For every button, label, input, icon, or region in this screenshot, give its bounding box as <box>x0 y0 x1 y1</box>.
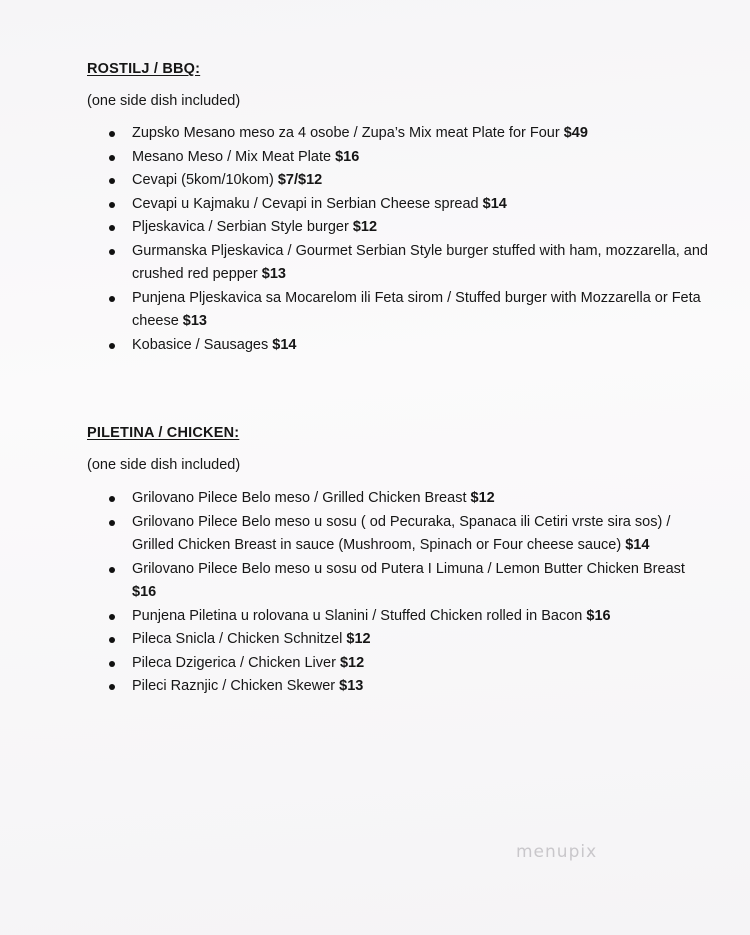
list-item: Gurmanska Pljeskavica / Gourmet Serbian Style burger stuffed with ham, mozzarella, and crushed red pepper $13 <box>108 240 708 287</box>
list-item: Kobasice / Sausages $14 <box>108 334 708 358</box>
list-item: Pileca Dzigerica / Chicken Liver $12 <box>108 652 708 676</box>
list-item: Zupsko Mesano meso za 4 osobe / Zupa’s Mix meat Plate for Four $49 <box>108 122 708 146</box>
section-note-chicken: (one side dish included) <box>87 457 241 473</box>
list-item: Grilovano Pilece Belo meso u sosu od Putera I Limuna / Lemon Butter Chicken Breast $16 <box>108 558 708 605</box>
watermark: menupix <box>516 842 598 862</box>
bullet-icon <box>109 225 115 231</box>
bullet-icon <box>109 661 115 667</box>
list-item: Pileca Snicla / Chicken Schnitzel $12 <box>108 628 708 652</box>
bullet-icon <box>109 249 115 255</box>
bullet-icon <box>109 131 115 137</box>
list-item: Grilovano Pilece Belo meso / Grilled Chicken Breast $12 <box>108 487 708 511</box>
list-item: Punjena Piletina u rolovana u Slanini / Stuffed Chicken rolled in Bacon $16 <box>108 605 708 629</box>
section-title-chicken: PILETINA / CHICKEN: <box>87 425 240 441</box>
list-item: Cevapi u Kajmaku / Cevapi in Serbian Cheese spread $14 <box>108 193 708 217</box>
bullet-icon <box>109 202 115 208</box>
bullet-icon <box>109 637 115 643</box>
bbq-item-list <box>108 122 708 357</box>
bullet-icon <box>109 178 115 184</box>
chicken-item-list <box>108 487 708 699</box>
bullet-icon <box>109 496 115 502</box>
section-note-bbq: (one side dish included) <box>87 93 241 109</box>
bullet-icon <box>109 567 115 573</box>
list-item: Mesano Meso / Mix Meat Plate $16 <box>108 146 708 170</box>
list-item: Grilovano Pilece Belo meso u sosu ( od Pecuraka, Spanaca ili Cetiri vrste sira sos) / Grilled Chicken Breast in sauce (Mushroom, Spinach or Four cheese sauce) $14 <box>108 511 708 558</box>
bullet-icon <box>109 296 115 302</box>
bullet-icon <box>109 343 115 349</box>
list-item: Punjena Pljeskavica sa Mocarelom ili Feta sirom / Stuffed burger with Mozzarella or Feta cheese $13 <box>108 287 708 334</box>
section-title-bbq: ROSTILJ / BBQ: <box>87 61 201 77</box>
list-item: Pileci Raznjic / Chicken Skewer $13 <box>108 675 708 699</box>
bullet-icon <box>109 155 115 161</box>
bullet-icon <box>109 614 115 620</box>
bullet-icon <box>109 684 115 690</box>
list-item: Pljeskavica / Serbian Style burger $12 <box>108 216 708 240</box>
list-item: Cevapi (5kom/10kom) $7/$12 <box>108 169 708 193</box>
bullet-icon <box>109 520 115 526</box>
